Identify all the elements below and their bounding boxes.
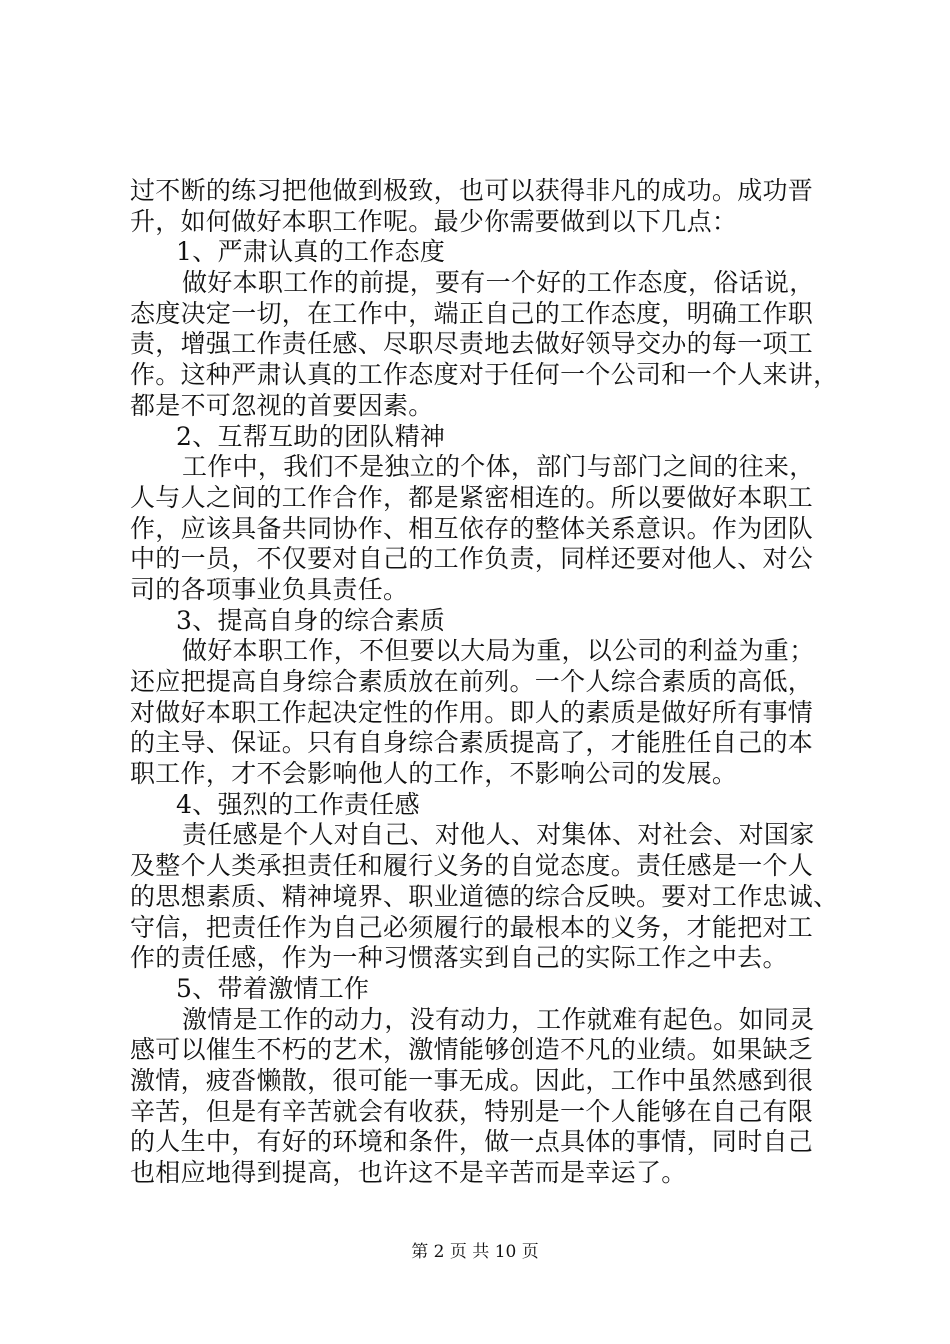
- text-line: 态度决定一切，在工作中，端正自己的工作态度，明确工作职: [130, 298, 814, 328]
- text-line: 作的责任感，作为一种习惯落实到自己的实际工作之中去。: [130, 943, 788, 973]
- text-line: 辛苦，但是有辛苦就会有收获，特别是一个人能够在自己有限: [130, 1096, 814, 1126]
- text-line: 都是不可忽视的首要因素。: [130, 390, 434, 420]
- text-line: 过不断的练习把他做到极致，也可以获得非凡的成功。成功晋: [130, 176, 814, 205]
- text-line: 做好本职工作的前提，要有一个好的工作态度，俗话说，: [182, 268, 815, 298]
- text-line: 作。这种严肃认真的工作态度对于任何一个公司和一个人来讲，: [130, 360, 839, 390]
- text-line: 作，应该具备共同协作、相互依存的整体关系意识。作为团队: [130, 513, 814, 543]
- page-footer: 第 2 页 共 10 页: [411, 1242, 539, 1262]
- text-line: 还应把提高自身综合素质放在前列。一个人综合素质的高低，: [130, 667, 814, 696]
- text-line: 中的一员，不仅要对自己的工作负责，同样还要对他人、对公: [130, 544, 814, 574]
- text-line: 激情是工作的动力，没有动力，工作就难有起色。如同灵: [182, 1004, 815, 1034]
- document-body: [130, 176, 839, 1189]
- text-line: 对做好本职工作起决定性的作用。即人的素质是做好所有事情: [130, 697, 814, 727]
- section-heading: 3、提高自身的综合素质: [176, 605, 446, 635]
- text-line: 的人生中，有好的环境和条件，做一点具体的事情，同时自己: [130, 1127, 814, 1157]
- section-heading: 1、严肃认真的工作态度: [176, 237, 446, 267]
- text-line: 升，如何做好本职工作呢。最少你需要做到以下几点：: [130, 206, 738, 236]
- text-line: 激情，疲沓懒散，很可能一事无成。因此，工作中虽然感到很: [130, 1065, 814, 1095]
- text-line: 责，增强工作责任感、尽职尽责地去做好领导交办的每一项工: [130, 329, 814, 359]
- text-line: 也相应地得到提高，也许这不是辛苦而是幸运了。: [130, 1158, 687, 1187]
- text-line: 做好本职工作，不但要以大局为重，以公司的利益为重；: [182, 636, 815, 666]
- text-line: 及整个人类承担责任和履行义务的自觉态度。责任感是一个人: [130, 851, 814, 881]
- text-line: 职工作，才不会影响他人的工作，不影响公司的发展。: [130, 759, 738, 789]
- text-line: 的主导、保证。只有自身综合素质提高了，才能胜任自己的本: [130, 728, 814, 758]
- section-heading: 5、带着激情工作: [176, 973, 370, 1003]
- text-line: 的思想素质、精神境界、职业道德的综合反映。要对工作忠诚、: [130, 881, 839, 911]
- text-line: 感可以催生不朽的艺术，激情能够创造不凡的业绩。如果缺乏: [130, 1035, 814, 1065]
- text-line: 人与人之间的工作合作，都是紧密相连的。所以要做好本职工: [130, 482, 814, 512]
- text-line: 司的各项事业负具责任。: [130, 574, 409, 604]
- section-heading: 2、互帮互助的团队精神: [176, 421, 446, 451]
- text-line: 工作中，我们不是独立的个体，部门与部门之间的往来，: [182, 452, 815, 482]
- text-line: 守信，把责任作为自己必须履行的最根本的义务，才能把对工: [130, 912, 814, 942]
- text-line: 责任感是个人对自己、对他人、对集体、对社会、对国家: [182, 820, 815, 850]
- section-heading: 4、强烈的工作责任感: [176, 789, 420, 819]
